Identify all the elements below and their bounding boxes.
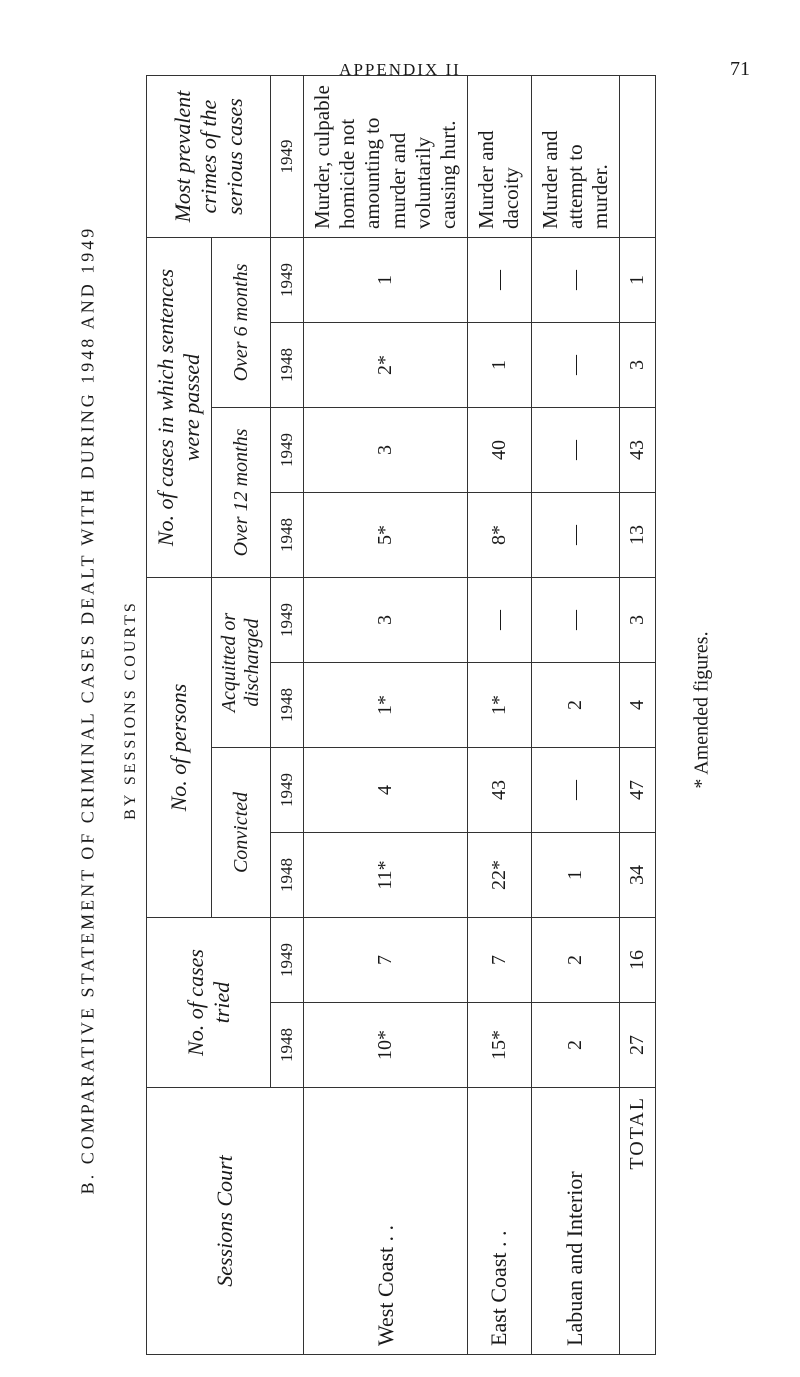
- total-value: 43: [620, 408, 656, 493]
- cell-value: 43: [468, 748, 531, 833]
- footnote: * Amended figures.: [690, 631, 713, 789]
- crime-description: Murder, culpable homicide not amounting to murder and voluntarily causing hurt.: [304, 76, 468, 238]
- statistics-table-container: [146, 75, 649, 1355]
- cell-value: 3: [304, 578, 468, 663]
- year-header: 1948: [271, 1003, 304, 1088]
- cell-value: 2: [531, 663, 620, 748]
- crime-description: Murder and dacoity: [468, 76, 531, 238]
- cell-value: —: [531, 323, 620, 408]
- total-value: 34: [620, 833, 656, 918]
- header-row-groups: [147, 76, 212, 1355]
- year-header: 1949: [271, 578, 304, 663]
- cell-value: —: [531, 238, 620, 323]
- cell-value: —: [468, 238, 531, 323]
- table-row: [304, 76, 468, 1355]
- year-header: 1949: [271, 918, 304, 1003]
- year-header: 1948: [271, 323, 304, 408]
- header-over-6-months: Over 6 months: [212, 238, 271, 408]
- total-value: 3: [620, 323, 656, 408]
- header-sessions-court: Sessions Court: [147, 1088, 304, 1355]
- court-name: West Coast . .: [304, 1088, 468, 1355]
- statement-title: B. COMPARATIVE STATEMENT OF CRIMINAL CASES DEALT WITH DURING 1948 AND 1949: [77, 225, 98, 1195]
- total-value: 16: [620, 918, 656, 1003]
- header-cases-tried: No. of cases tried: [147, 918, 271, 1088]
- statement-subtitle: BY SESSIONS COURTS: [122, 600, 139, 820]
- year-header: 1948: [271, 663, 304, 748]
- statistics-table: [146, 75, 656, 1355]
- total-crime-empty: [620, 76, 656, 238]
- total-value: 3: [620, 578, 656, 663]
- cell-value: 15*: [468, 1003, 531, 1088]
- cell-value: 22*: [468, 833, 531, 918]
- total-label: TOTAL: [620, 1088, 656, 1355]
- header-sentences: No. of cases in which sentences were passed: [147, 238, 212, 578]
- cell-value: —: [531, 493, 620, 578]
- cell-value: 10*: [304, 1003, 468, 1088]
- year-header: 1949: [271, 76, 304, 238]
- year-header: 1949: [271, 748, 304, 833]
- header-over-12-months: Over 12 months: [212, 408, 271, 578]
- court-name: East Coast . .: [468, 1088, 531, 1355]
- total-value: 4: [620, 663, 656, 748]
- header-prevalent-crimes: Most prevalent crimes of the serious cases: [147, 76, 271, 238]
- cell-value: 3: [304, 408, 468, 493]
- year-header: 1948: [271, 833, 304, 918]
- cell-value: 1: [468, 323, 531, 408]
- year-header: 1948: [271, 493, 304, 578]
- cell-value: 2: [531, 918, 620, 1003]
- table-row: [468, 76, 531, 1355]
- year-header: 1949: [271, 408, 304, 493]
- cell-value: —: [531, 748, 620, 833]
- cell-value: —: [468, 578, 531, 663]
- cell-value: 4: [304, 748, 468, 833]
- cell-value: 1: [531, 833, 620, 918]
- total-value: 47: [620, 748, 656, 833]
- cell-value: 2: [531, 1003, 620, 1088]
- total-value: 27: [620, 1003, 656, 1088]
- header-persons: No. of persons: [147, 578, 212, 918]
- header-convicted: Convicted: [212, 748, 271, 918]
- cell-value: 7: [304, 918, 468, 1003]
- cell-value: 1*: [304, 663, 468, 748]
- total-value: 1: [620, 238, 656, 323]
- header-acquitted: Acquitted or discharged: [212, 578, 271, 748]
- cell-value: —: [531, 408, 620, 493]
- cell-value: 7: [468, 918, 531, 1003]
- page-number: 71: [730, 58, 750, 80]
- cell-value: 1*: [468, 663, 531, 748]
- cell-value: 40: [468, 408, 531, 493]
- appendix-header: APPENDIX II: [339, 60, 461, 79]
- year-header: 1949: [271, 238, 304, 323]
- crime-description: Murder and attempt to murder.: [531, 76, 620, 238]
- total-value: 13: [620, 493, 656, 578]
- cell-value: —: [531, 578, 620, 663]
- total-row: [620, 76, 656, 1355]
- cell-value: 8*: [468, 493, 531, 578]
- table-row: [531, 76, 620, 1355]
- court-name: Labuan and Interior: [531, 1088, 620, 1355]
- cell-value: 5*: [304, 493, 468, 578]
- cell-value: 2*: [304, 323, 468, 408]
- cell-value: 1: [304, 238, 468, 323]
- cell-value: 11*: [304, 833, 468, 918]
